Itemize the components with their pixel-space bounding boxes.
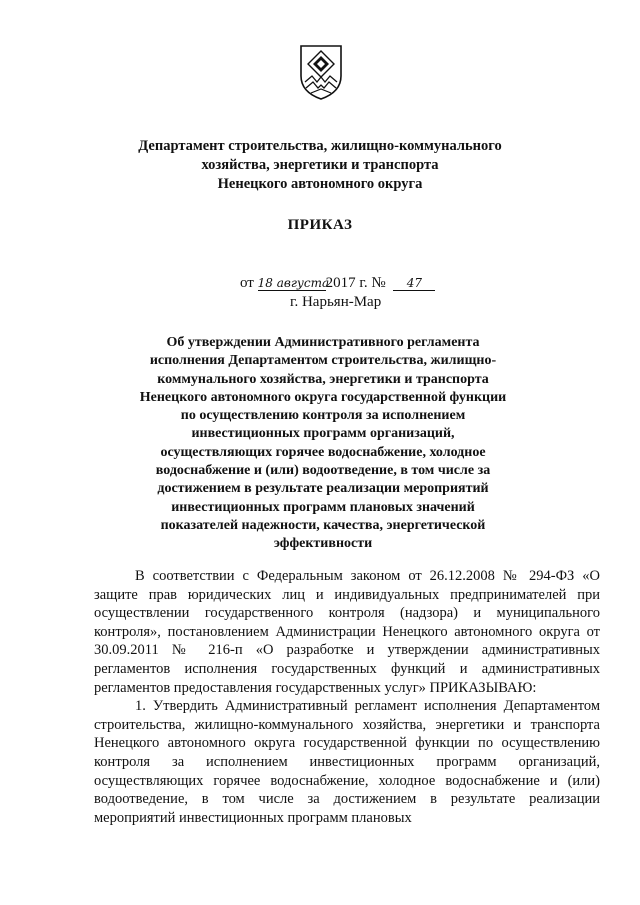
handwritten-order-number: 47 — [393, 276, 435, 291]
body-paragraph: 1. Утвердить Административный регламент исполнения Департаментом строительства, жилищно-коммунального хозяйства, энергетики и транспорта Ненецкого автономного округа государственной функции по осуществлению контроля за исполнением инвестиционных программ организаций, осуществляющих горячее водоснабжение, холодное водоснабжение и (или) водоотведение, в том числе за достижением в результате реализации мероприятий инвестиционных программ плановых — [94, 698, 600, 826]
department-line: Ненецкого автономного округа — [217, 176, 423, 192]
date-prefix: от — [240, 275, 254, 291]
order-subject: Об утверждении Административного регламента исполнения Департаментом строительства, жилищно-коммунального хозяйства, энергетики и транспорта Ненецкого автономного округа государственной функции по осуществлению контроля за исполнением инвестиционных программ организаций, осуществляющих горячее водоснабжение, холодное водоснабжение и (или) водоотведение, в том числе за достижением в результате реализации мероприятий инвестиционных программ плановых значений показателей надежности, качества, энергетической эффективности — [139, 335, 507, 552]
order-body — [94, 567, 600, 827]
document-type-title: ПРИКАЗ — [287, 217, 353, 233]
order-date-line — [240, 275, 435, 292]
department-name — [100, 137, 540, 194]
place-of-issue: г. Нарьян-Мар — [290, 294, 382, 310]
year-number-label: 2017 г. № — [325, 275, 386, 291]
handwritten-date: 18 августа — [257, 276, 330, 290]
coat-of-arms-icon — [298, 42, 344, 102]
body-paragraph: В соответствии с Федеральным законом от 26.12.2008 № 294-ФЗ «О защите прав юридических лиц и индивидуальных предпринимателей при осуществлении государственного контроля (надзора) и муниципального контроля», постановлением Администрации Ненецкого автономного округа от 30.09.2011 № 216-п «О разработке и утверждении административных регламентов исполнения государственных функций и административных регламентов предоставления государственных услуг» ПРИКАЗЫВАЮ: — [94, 568, 600, 696]
department-line: Департамент строительства, жилищно-коммунального — [138, 138, 502, 154]
department-line: хозяйства, энергетики и транспорта — [201, 157, 439, 173]
